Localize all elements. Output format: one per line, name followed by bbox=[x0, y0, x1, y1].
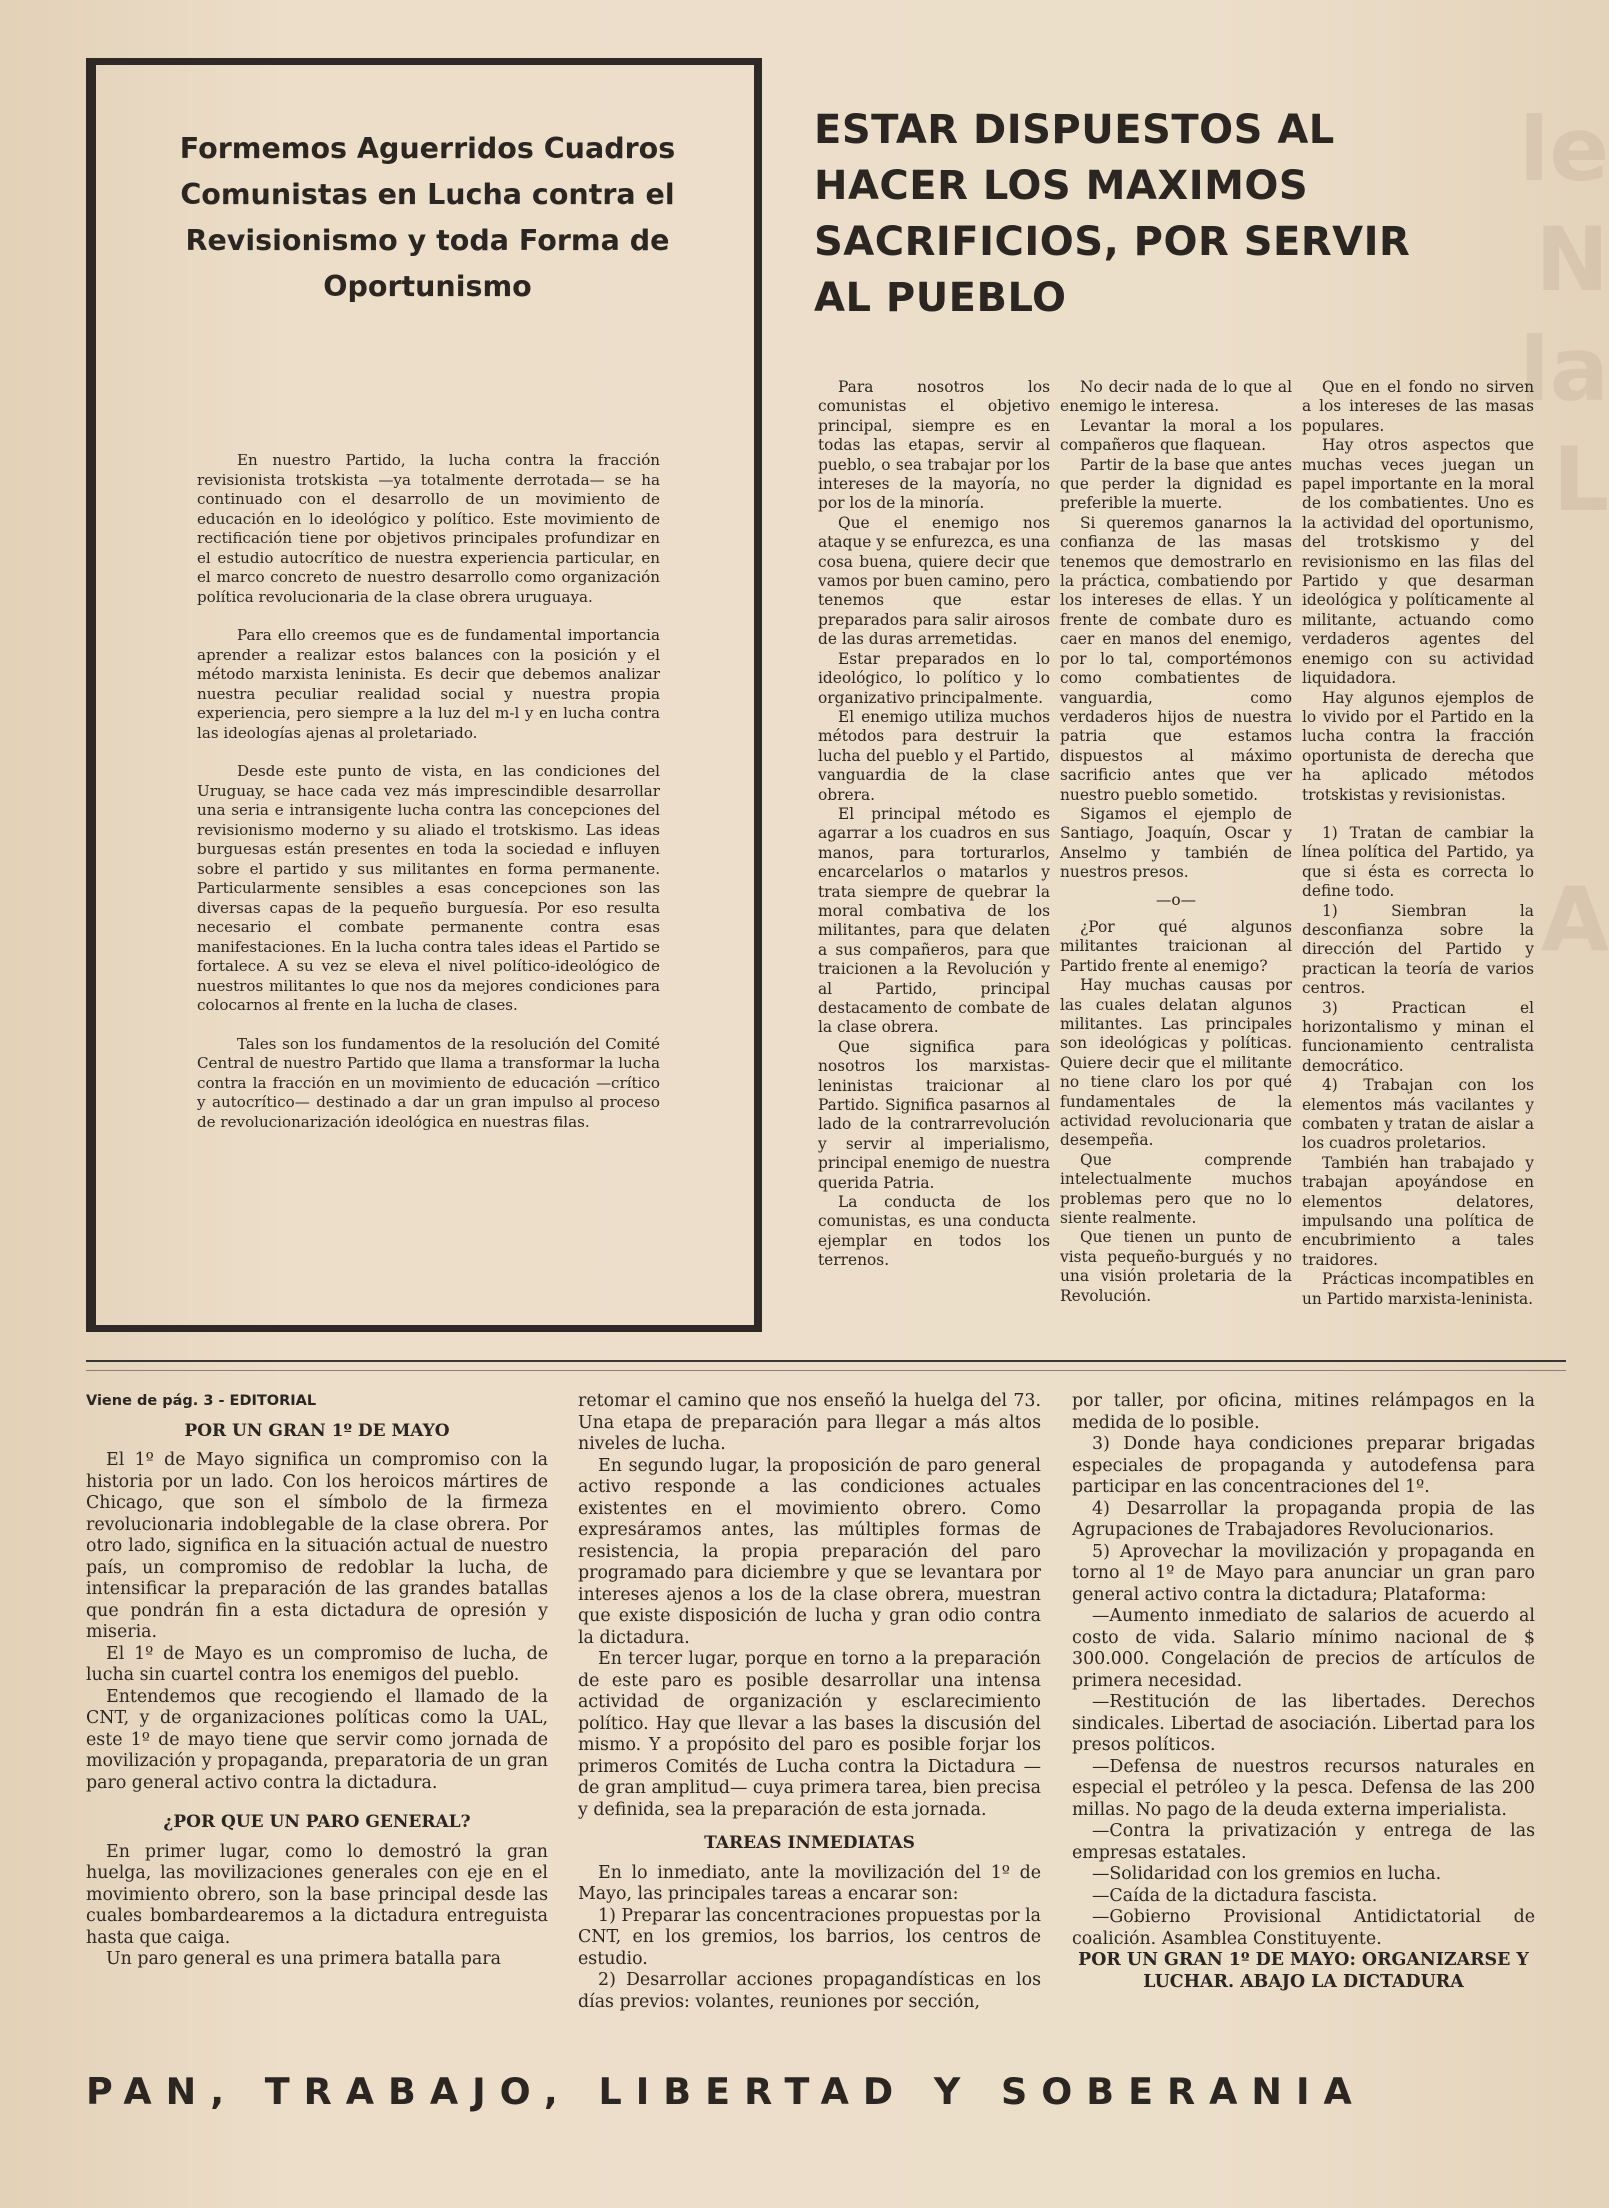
main-headline: ESTAR DISPUESTOS AL HACER LOS MAXIMOS SACRIFICIOS, POR SERVIR AL PUEBLO bbox=[814, 107, 1411, 321]
paragraph: El 1º de Mayo significa un compromiso con la historia por un lado. Con los heroicos mártires de Chicago, que son el símbolo de la firmeza revolucionaria indoblegable de la clase obrera. Por otro lado, significa en la situación actual de nuestro país, un compromiso de redoblar la lucha, de intensificar la preparación de las grandes batallas que pondrán fin a esta dictadura de opresión y miseria. bbox=[86, 1450, 548, 1642]
paragraph: por taller, por oficina, mitines relámpagos en la medida de lo posible. bbox=[1072, 1391, 1535, 1433]
editorial-column-1 bbox=[86, 1391, 548, 1971]
paragraph: El 1º de Mayo es un compromiso de lucha, de lucha sin cuartel contra los enemigos del pueblo. bbox=[86, 1643, 548, 1685]
paragraph: El principal método es agarrar a los cuadros en sus manos, para torturarlos, encarcelarlos o matarlos y trata siempre de quebrar la moral combativa de los militantes, para que delaten a sus compañeros, para que traicionen a la Revolución y al Partido, principal destacamento de combate de la clase obrera. bbox=[818, 804, 1050, 1037]
paragraph: Entendemos que recogiendo el llamado de la CNT, y de organizaciones políticas como la UAL, este 1º de mayo tiene que servir como jornada de movilización y propaganda, preparatoria de un gran paro general activo contra la dictadura. bbox=[86, 1686, 548, 1793]
paragraph: 2) Desarrollar acciones propagandísticas en los días previos: volantes, reuniones por sección, bbox=[578, 1970, 1041, 2012]
paragraph: Prácticas incompatibles en un Partido marxista-leninista. bbox=[1302, 1270, 1534, 1308]
paragraph: El enemigo utiliza muchos métodos para destruir la lucha del pueblo y el Partido, vanguardia de la clase obrera. bbox=[818, 707, 1050, 804]
paragraph: Que en el fondo no sirven a los intereses de las masas populares. bbox=[1302, 378, 1534, 435]
paragraph: Un paro general es una primera batalla para bbox=[106, 1949, 501, 1969]
paragraph: 3) Practican el horizontalismo y minan el funcionamiento centralista democrático. bbox=[1302, 998, 1534, 1075]
article-column-2 bbox=[1060, 378, 1292, 1306]
paragraph: En primer lugar, como lo demostró la gran huelga, las movilizaciones generales con eje en el movimiento obrero, son la base principal desde las cuales bombardearemos a la dictadura entreguista hasta que caiga. bbox=[86, 1841, 548, 1948]
paragraph: 4) Desarrollar la propaganda propia de las Agrupaciones de Trabajadores Revolucionarios. bbox=[1072, 1498, 1535, 1540]
paragraph: 5) Aprovechar la movilización y propaganda en torno al 1º de Mayo para anunciar un gran paro general activo contra la dictadura; Plataforma: bbox=[1072, 1541, 1535, 1605]
paragraph: La conducta de los comunistas, es una conducta ejemplar en todos los terrenos. bbox=[818, 1193, 1050, 1270]
box-paragraph: Para ello creemos que es de fundamental importancia aprender a realizar estos balances con la posición y el método marxista leninista. Es decir que debemos analizar nuestra peculiar realidad social y nuestra propia experiencia, pero siempre a la luz del m-l y en lucha contra las ideologías ajenas al proletariado. bbox=[197, 626, 660, 742]
paragraph: No decir nada de lo que al enemigo le interesa. bbox=[1060, 378, 1292, 416]
paragraph: Que el enemigo nos ataque y se enfurezca, es una cosa buena, quiere decir que vamos por buen camino, pero tenemos que estar preparados para salir airosos de las duras arremetidas. bbox=[818, 513, 1050, 649]
editorial-subheading: ¿POR QUE UN PARO GENERAL? bbox=[163, 1812, 471, 1832]
footer-slogan: PAN, TRABAJO, LIBERTAD Y SOBERANIA bbox=[86, 2070, 1366, 2113]
paragraph: Hay otros aspectos que muchas veces juegan un papel importante en la moral de los combatientes. Uno es la actividad del oportunismo, del trotskismo y del revisionismo en las filas del Partido y que desarman ideológica y políticamente al militante, actuando como verdaderos agentes del enemigo con su actividad liquidadora. bbox=[1302, 436, 1534, 688]
paragraph: Sigamos el ejemplo de Santiago, Joaquín, Oscar y Anselmo y también de nuestros presos. bbox=[1060, 804, 1292, 882]
box-paragraph: Desde este punto de vista, en las condiciones del Uruguay, se hace cada vez más imprescindible desarrollar una seria e intransigente lucha contra las concepciones del revisionismo moderno y su aliado el trotskismo. Las ideas burguesas están presentes en toda la sociedad e influyen sobre el partido y sus militantes en forma permanente. Particularmente sensibles a esas concepciones son las diversas capas de la pequeño burguesía. Por eso resulta necesario el combate permanente contra esas manifestaciones. En la lucha contra tales ideas el Partido se fortalece. A su vez se eleva el nivel político-ideológico de nuestros militantes lo que nos da mejores condiciones para colocarnos al frente en la lucha de clases. bbox=[197, 762, 660, 1014]
closing-slogan: POR UN GRAN 1º DE MAYO: ORGANIZARSE Y LUCHAR. ABAJO LA DICTADURA bbox=[1078, 1950, 1529, 1992]
box-paragraph: Tales son los fundamentos de la resolución del Comité Central de nuestro Partido que llama a transformar la lucha contra la fracción en un movimiento de educación —crítico y autocrítico— destinado a dar un gran impulso al proceso de revolucionarización ideológica en nuestras filas. bbox=[197, 1034, 660, 1131]
paragraph: 1) Siembran la desconfianza sobre la dirección del Partido y practican la teoría de varios centros. bbox=[1302, 901, 1534, 998]
paragraph: 1) Tratan de cambiar la línea política del Partido, ya que si ésta es correcta lo define todo. bbox=[1302, 823, 1534, 901]
paragraph: Si queremos ganarnos la confianza de las masas tenemos que demostrarlo en la práctica, combatiendo por los intereses de ellas. Y un frente de combate duro es caer en manos del enemigo, por lo tal, comportémonos como combatientes de vanguardia, como verdaderos hijos de nuestra patria que estamos dispuestos al máximo sacrificio antes que ver nuestro pueblo sometido. bbox=[1060, 513, 1292, 804]
paragraph: 1) Preparar las concentraciones propuestas por la CNT, en los gremios, los barrios, los centros de estudio. bbox=[578, 1905, 1041, 1969]
paragraph: También han trabajado y trabajan apoyándose en elementos delatores, impulsando una política de encubrimiento a tales traidores. bbox=[1302, 1153, 1534, 1269]
box-paragraph: En nuestro Partido, la lucha contra la fracción revisionista trotskista —ya totalmente derrotada— se ha continuado con el desarrollo de un movimiento de educación en lo ideológico y político. Este movimiento de rectificación tiene por objetivos principales profundizar en el estudio autocrítico de nuestra experiencia particular, en el marco concreto de nuestro desarrollo como organización política revolucionaria de la clase obrera uruguaya. bbox=[197, 451, 660, 606]
paragraph: —Contra la privatización y entrega de las empresas estatales. bbox=[1072, 1821, 1535, 1863]
continuation-label: Viene de pág. 3 - EDITORIAL bbox=[86, 1393, 317, 1409]
section-separator: —o— bbox=[1155, 890, 1197, 909]
paragraph: —Defensa de nuestros recursos naturales en especial el petróleo y la pesca. Defensa de las 200 millas. No pago de la deuda externa imperialista. bbox=[1072, 1756, 1535, 1820]
paragraph: En lo inmediato, ante la movilización del 1º de Mayo, las principales tareas a encarar son: bbox=[578, 1862, 1041, 1904]
box-body bbox=[197, 451, 660, 1151]
editorial-column-2 bbox=[578, 1391, 1041, 2013]
paragraph: —Solidaridad con los gremios en lucha. bbox=[1092, 1864, 1442, 1884]
paragraph: Partir de la base que antes que perder la dignidad es preferible la muerte. bbox=[1060, 455, 1292, 513]
paragraph: 3) Donde haya condiciones preparar brigadas especiales de propaganda y autodefensa para participar en las concentraciones del 1º. bbox=[1072, 1434, 1535, 1497]
paragraph: Que tienen un punto de vista pequeño-burgués y no una visión proletaria de la Revolución. bbox=[1060, 1228, 1292, 1305]
article-column-1 bbox=[818, 378, 1050, 1271]
box-title: Formemos Aguerridos Cuadros Comunistas en Lucha contra el Revisionismo y toda Forma de Oportunismo bbox=[179, 132, 676, 303]
section-divider bbox=[86, 1360, 1566, 1371]
paragraph: Estar preparados en lo ideológico, lo político y lo organizativo principalmente. bbox=[818, 649, 1050, 707]
paragraph: Para nosotros los comunistas el objetivo principal, siempre es en todas las etapas, servir al pueblo, o sea trabajar por los intereses de la mayoría, no por los de la minoría. bbox=[818, 378, 1050, 513]
paragraph: —Restitución de las libertades. Derechos sindicales. Libertad de asociación. Libertad para los presos políticos. bbox=[1072, 1692, 1535, 1755]
paragraph: —Caída de la dictadura fascista. bbox=[1092, 1885, 1378, 1906]
paragraph: —Aumento inmediato de salarios de acuerdo al costo de vida. Salario mínimo nacional de $ 300.000. Congelación de precios de artículos de primera necesidad. bbox=[1072, 1606, 1535, 1691]
paragraph: Hay muchas causas por las cuales delatan algunos militantes. Las principales son ideológicas y políticas. Quiere decir que el militante no tiene claro los por qué fundamentales de la actividad revolucionaria que desempeña. bbox=[1060, 976, 1292, 1150]
editorial-heading: POR UN GRAN 1º DE MAYO bbox=[184, 1420, 450, 1441]
paragraph: Que comprende intelectualmente muchos problemas pero que no lo siente realmente. bbox=[1060, 1150, 1292, 1228]
editorial-subheading: TAREAS INMEDIATAS bbox=[704, 1833, 915, 1853]
paragraph: Levantar la moral a los compañeros que flaquean. bbox=[1060, 416, 1292, 455]
paragraph: En tercer lugar, porque en torno a la preparación de este paro es posible desarrollar una intensa actividad de organización y esclarecimiento político. Hay que llevar a las bases la discusión del mismo. Y a propósito del paro es posible forjar los primeros Comités de Lucha contra la Dictadura —de gran amplitud— cuya primera tarea, bien precisa y definida, sea la preparación de esta jornada. bbox=[578, 1649, 1041, 1820]
paragraph: 4) Trabajan con los elementos más vacilantes y combaten y tratan de aislar a los cuadros proletarios. bbox=[1302, 1076, 1534, 1153]
paragraph: Que significa para nosotros los marxistas-leninistas traicionar al Partido. Significa pasarnos al lado de la contrarrevolución y servir al imperialismo, principal enemigo de nuestra querida Patria. bbox=[818, 1037, 1050, 1192]
bleed-through-text: le N la L A bbox=[1519, 98, 1609, 971]
paragraph: ¿Por qué algunos militantes traicionan al Partido frente al enemigo? bbox=[1060, 917, 1292, 975]
editorial-column-3 bbox=[1072, 1391, 1535, 1993]
paragraph: retomar el camino que nos enseñó la huelga del 73. Una etapa de preparación para llegar a más altos niveles de lucha. bbox=[578, 1391, 1041, 1454]
paragraph: En segundo lugar, la proposición de paro general activo responde a las condiciones actuales existentes en el movimiento obrero. Como expresáramos antes, las múltiples formas de resistencia, la propia preparación del paro programado para diciembre y que se levantara por intereses ajenos a los de la clase obrera, muestran que existe disposición de lucha y gran odio contra la dictadura. bbox=[578, 1455, 1041, 1648]
paragraph: Hay algunos ejemplos de lo vivido por el Partido en la lucha contra la fracción oportunista de derecha que ha aplicado métodos trotskistas y revisionistas. bbox=[1302, 688, 1534, 804]
paragraph: —Gobierno Provisional Antidictatorial de coalición. Asamblea Constituyente. bbox=[1072, 1907, 1535, 1949]
article-column-3 bbox=[1302, 378, 1534, 1309]
